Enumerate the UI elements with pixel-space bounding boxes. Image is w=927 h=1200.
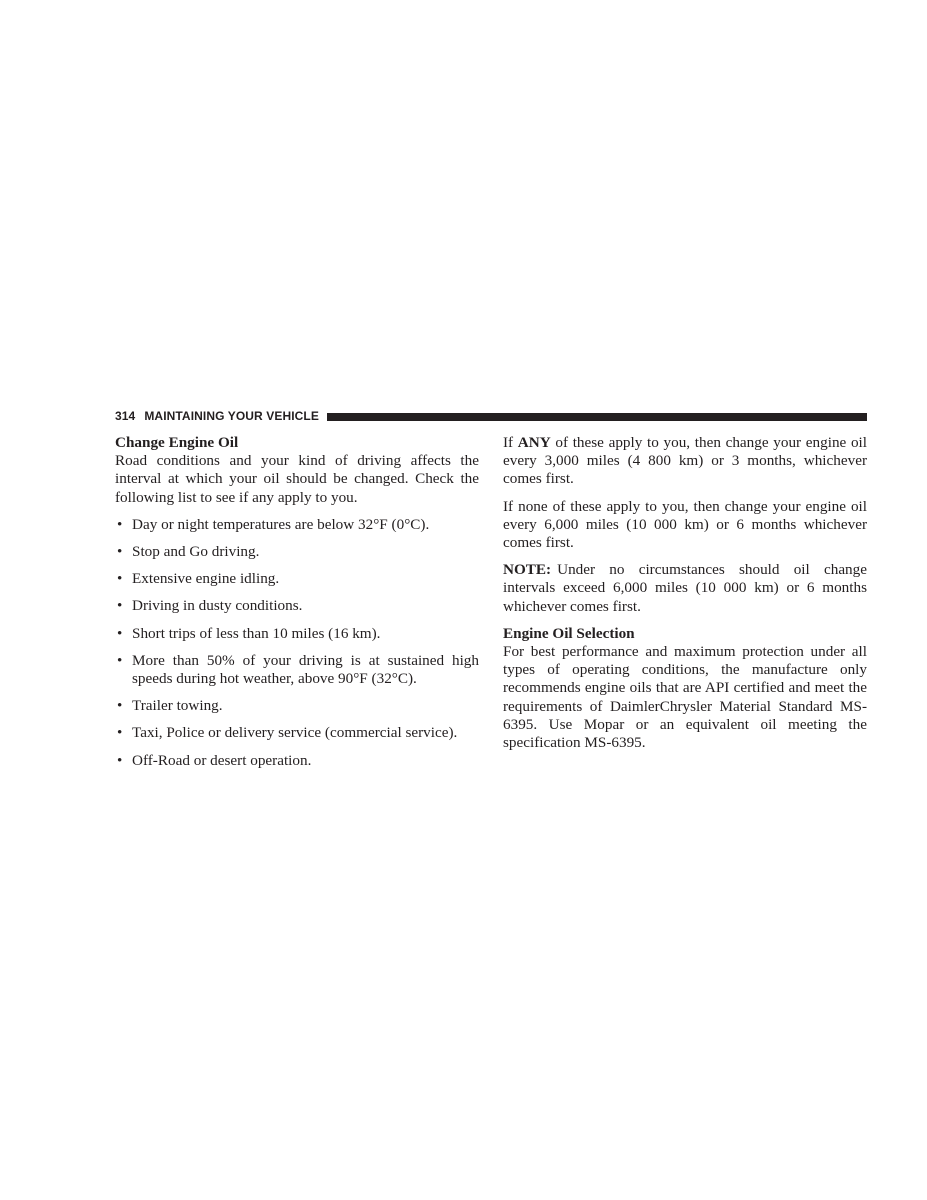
bullet-icon: • [117, 651, 123, 669]
any-emphasis: ANY [517, 434, 551, 451]
bullet-icon: • [117, 570, 123, 588]
bullet-icon: • [117, 697, 123, 715]
list-item-text: More than 50% of your driving is at sustained high speeds during hot weather, above 90°F (32°C). [132, 651, 479, 688]
list-item-text: Short trips of less than 10 miles (16 km). [132, 624, 381, 642]
list-item [115, 597, 479, 615]
bullet-icon: • [117, 515, 123, 533]
conditions-list [115, 516, 479, 770]
page-number: 314 [115, 409, 136, 423]
header-rule [327, 413, 867, 421]
bullet-icon: • [117, 724, 123, 742]
list-item [115, 570, 479, 588]
list-item [115, 752, 479, 770]
list-item [115, 697, 479, 715]
bullet-icon: • [117, 543, 123, 561]
list-item-text: Day or night temperatures are below 32°F (0°C). [132, 515, 430, 533]
bullet-icon: • [117, 597, 123, 615]
list-item [115, 724, 479, 742]
page-header [115, 408, 867, 424]
list-item-text: Trailer towing. [132, 697, 223, 715]
heading-change-engine-oil: Change Engine Oil [115, 434, 239, 451]
any-prefix: If [503, 434, 518, 451]
list-item [115, 543, 479, 561]
list-item-text: Stop and Go driving. [132, 543, 260, 561]
list-item-text: Driving in dusty conditions. [132, 597, 303, 615]
list-item [115, 625, 479, 643]
intro-paragraph: Road conditions and your kind of driving affects the interval at which your oil should be changed. Check the following list to see if any apply to you. [115, 452, 479, 506]
left-column [115, 434, 479, 779]
oil-selection-paragraph: For best performance and maximum protection under all types of operating conditions, the manufacture only recommends engine oils that are API certified and meet the requirements of DaimlerChrysler Material Standard MS-6395. Use Mopar or an equivalent oil meeting the specification MS-6395. [503, 643, 867, 752]
list-item-text: Extensive engine idling. [132, 570, 280, 588]
list-item-text: Taxi, Police or delivery service (commercial service). [132, 724, 458, 742]
bullet-icon: • [117, 624, 123, 642]
any-apply-paragraph [503, 434, 867, 489]
right-column [503, 434, 867, 761]
list-item-text: Off-Road or desert operation. [132, 751, 312, 769]
note-label: NOTE: [503, 561, 552, 579]
section-title: MAINTAINING YOUR VEHICLE [144, 409, 319, 423]
note-text: Under no circumstances should oil change intervals exceed 6,000 miles (10 000 km) or 6 months whichever comes first. [503, 561, 867, 615]
list-item [115, 652, 479, 688]
heading-engine-oil-selection: Engine Oil Selection [503, 624, 635, 642]
any-rest: of these apply to you, then change your engine oil every 3,000 miles (4 800 km) or 3 months, whichever comes first. [503, 434, 867, 488]
bullet-icon: • [117, 751, 123, 769]
none-apply-paragraph: If none of these apply to you, then change your engine oil every 6,000 miles (10 000 km) or 6 months whichever comes first. [503, 497, 867, 552]
note-paragraph [503, 561, 867, 616]
list-item [115, 516, 479, 534]
